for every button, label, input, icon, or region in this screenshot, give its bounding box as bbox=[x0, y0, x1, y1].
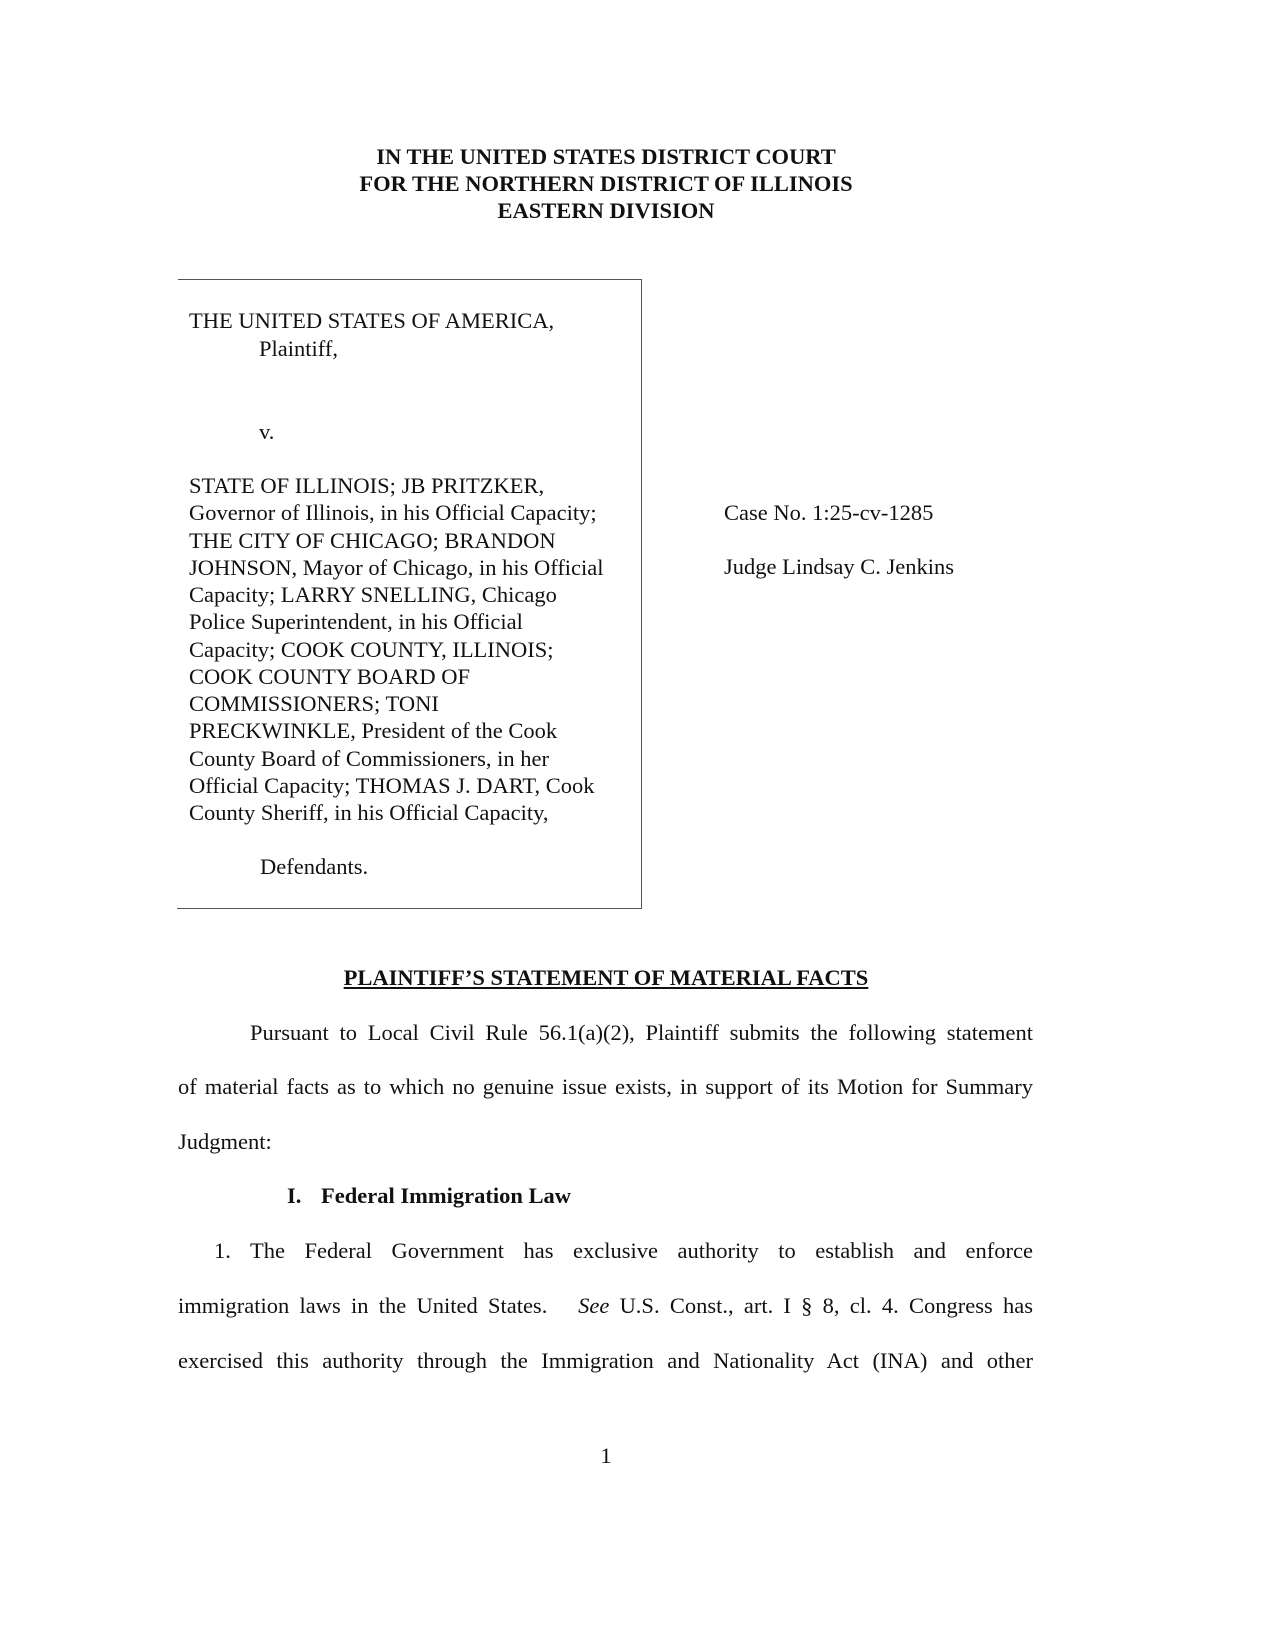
document-title: PLAINTIFF’S STATEMENT OF MATERIAL FACTS bbox=[343, 965, 869, 990]
caption-top-border bbox=[178, 279, 642, 280]
defendant-line: COOK COUNTY BOARD OF bbox=[189, 663, 471, 689]
paragraph-text: U.S. Const., art. I § 8, cl. 4. Congress has bbox=[619, 1293, 1034, 1318]
defendant-line: PRECKWINKLE, President of the Cook bbox=[189, 718, 558, 744]
caption-right-border bbox=[641, 279, 642, 909]
page-number: 1 bbox=[600, 1443, 612, 1468]
versus: v. bbox=[259, 419, 275, 444]
court-header-line: EASTERN DIVISION bbox=[497, 198, 715, 223]
paragraph-line: exercised this authority through the Immigration and Nationality Act (INA) and other bbox=[178, 1348, 1033, 1373]
intro-line: Judgment: bbox=[178, 1129, 272, 1154]
defendant-line: COMMISSIONERS; TONI bbox=[189, 691, 439, 716]
paragraph-text: immigration laws in the United States. bbox=[178, 1293, 548, 1318]
defendant-line: Official Capacity; THOMAS J. DART, Cook bbox=[189, 772, 595, 798]
plaintiff-label: Plaintiff, bbox=[259, 336, 338, 361]
defendant-line: JOHNSON, Mayor of Chicago, in his Official bbox=[189, 554, 604, 580]
defendant-line: Police Superintendent, in his Official bbox=[189, 609, 523, 635]
intro-line: Pursuant to Local Civil Rule 56.1(a)(2), Plaintiff submits the following statement bbox=[250, 1020, 1033, 1045]
paragraph-line bbox=[178, 1293, 1033, 1319]
judge-name: Judge Lindsay C. Jenkins bbox=[724, 554, 954, 579]
citation-signal: See bbox=[578, 1293, 610, 1318]
plaintiff-name: THE UNITED STATES OF AMERICA, bbox=[189, 308, 555, 333]
section-number: I. bbox=[287, 1183, 302, 1208]
caption-bottom-border bbox=[177, 908, 642, 909]
defendants-label: Defendants. bbox=[260, 854, 369, 879]
defendant-line: STATE OF ILLINOIS; JB PRITZKER, bbox=[189, 473, 545, 498]
court-header-line: FOR THE NORTHERN DISTRICT OF ILLINOIS bbox=[359, 171, 853, 196]
case-number: Case No. 1:25-cv-1285 bbox=[724, 500, 934, 525]
defendant-line: County Board of Commissioners, in her bbox=[189, 745, 549, 771]
section-title: Federal Immigration Law bbox=[321, 1183, 571, 1208]
defendant-line: Capacity; LARRY SNELLING, Chicago bbox=[189, 582, 557, 607]
defendant-line: Governor of Illinois, in his Official Capacity; bbox=[189, 500, 597, 526]
intro-line: of material facts as to which no genuine issue exists, in support of its Motion for Summary bbox=[178, 1074, 1033, 1099]
defendant-line: THE CITY OF CHICAGO; BRANDON bbox=[189, 527, 556, 553]
defendant-line: County Sheriff, in his Official Capacity, bbox=[189, 800, 549, 825]
court-header-line: IN THE UNITED STATES DISTRICT COURT bbox=[376, 144, 836, 169]
paragraph-line: 1. The Federal Government has exclusive authority to establish and enforce bbox=[214, 1238, 1033, 1263]
defendant-line: Capacity; COOK COUNTY, ILLINOIS; bbox=[189, 636, 554, 662]
